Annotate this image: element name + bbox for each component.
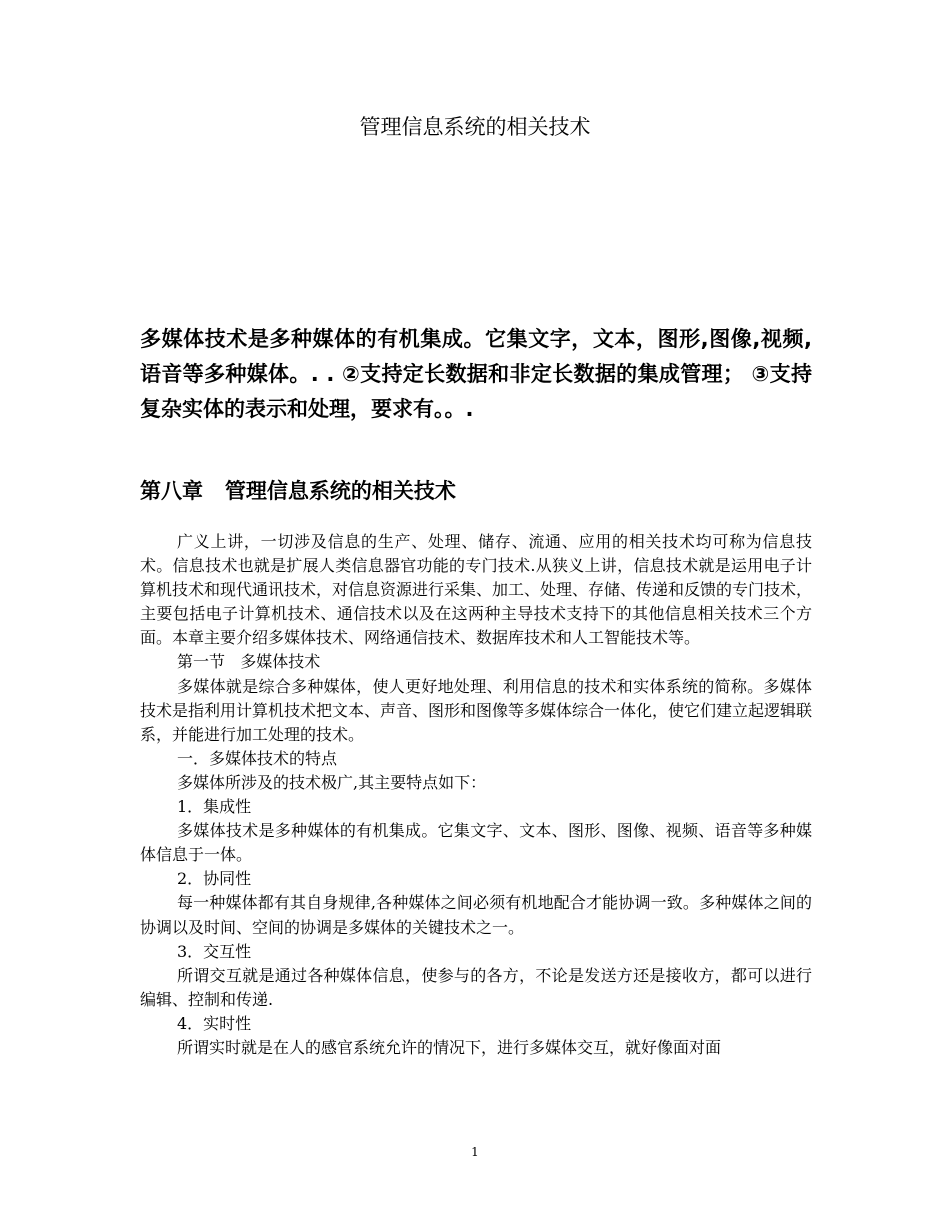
- paragraph-integration: 多媒体技术是多种媒体的有机集成。它集文字、文本、图形、图像、视频、语音等多种媒体信息于一体。: [140, 821, 812, 865]
- page-number: 1: [471, 1145, 479, 1159]
- paragraph-coordination: 每一种媒体都有其自身规律,各种媒体之间必须有机地配合才能协调一致。多种媒体之间的协调以及时间、空间的协调是多媒体的关键技术之一。: [140, 893, 812, 937]
- body-text: [140, 530, 812, 1060]
- summary-paragraph: 多媒体技术是多种媒体的有机集成。它集文字，文本，图形,图像,视频,语音等多种媒体。. . ②支持定长数据和非定长数据的集成管理； ③支持复杂实体的表示和处理，要求有。。.: [140, 327, 812, 421]
- paragraph-intro: 广义上讲，一切涉及信息的生产、处理、储存、流通、应用的相关技术均可称为信息技术。信息技术也就是扩展人类信息器官功能的专门技术.从狭义上讲，信息技术就是运用电子计算机技术和现代通讯技术，对信息资源进行采集、加工、处理、存储、传递和反馈的专门技术，主要包括电子计算机技术、通信技术以及在这两种主导技术支持下的其他信息相关技术三个方面。本章主要介绍多媒体技术、网络通信技术、数据库技术和人工智能技术等。: [140, 532, 813, 648]
- paragraph-realtime: 所谓实时就是在人的感官系统允许的情况下，进行多媒体交互，就好像面对面: [177, 1037, 722, 1057]
- section-heading: 第一节 多媒体技术: [177, 652, 321, 672]
- feature-heading-coordination: 2．协同性: [177, 869, 252, 889]
- page-title: 管理信息系统的相关技术: [359, 115, 591, 139]
- paragraph-features-intro: 多媒体所涉及的技术极广,其主要特点如下：: [177, 772, 487, 792]
- subsection-heading: 一．多媒体技术的特点: [177, 748, 338, 768]
- feature-heading-integration: 1．集成性: [177, 797, 252, 817]
- paragraph-interactivity: 所谓交互就是通过各种媒体信息，使参与的各方，不论是发送方还是接收方，都可以进行编辑、控制和传递.: [140, 965, 812, 1009]
- paragraph-definition: 多媒体就是综合多种媒体，使人更好地处理、利用信息的技术和实体系统的简称。多媒体技术是指利用计算机技术把文本、声音、图形和图像等多媒体综合一体化，使它们建立起逻辑联系，并能进行加工处理的技术。: [140, 676, 813, 744]
- chapter-heading: 第八章 管理信息系统的相关技术: [140, 479, 456, 503]
- feature-heading-interactivity: 3．交互性: [177, 941, 252, 961]
- feature-heading-realtime: 4．实时性: [177, 1013, 252, 1033]
